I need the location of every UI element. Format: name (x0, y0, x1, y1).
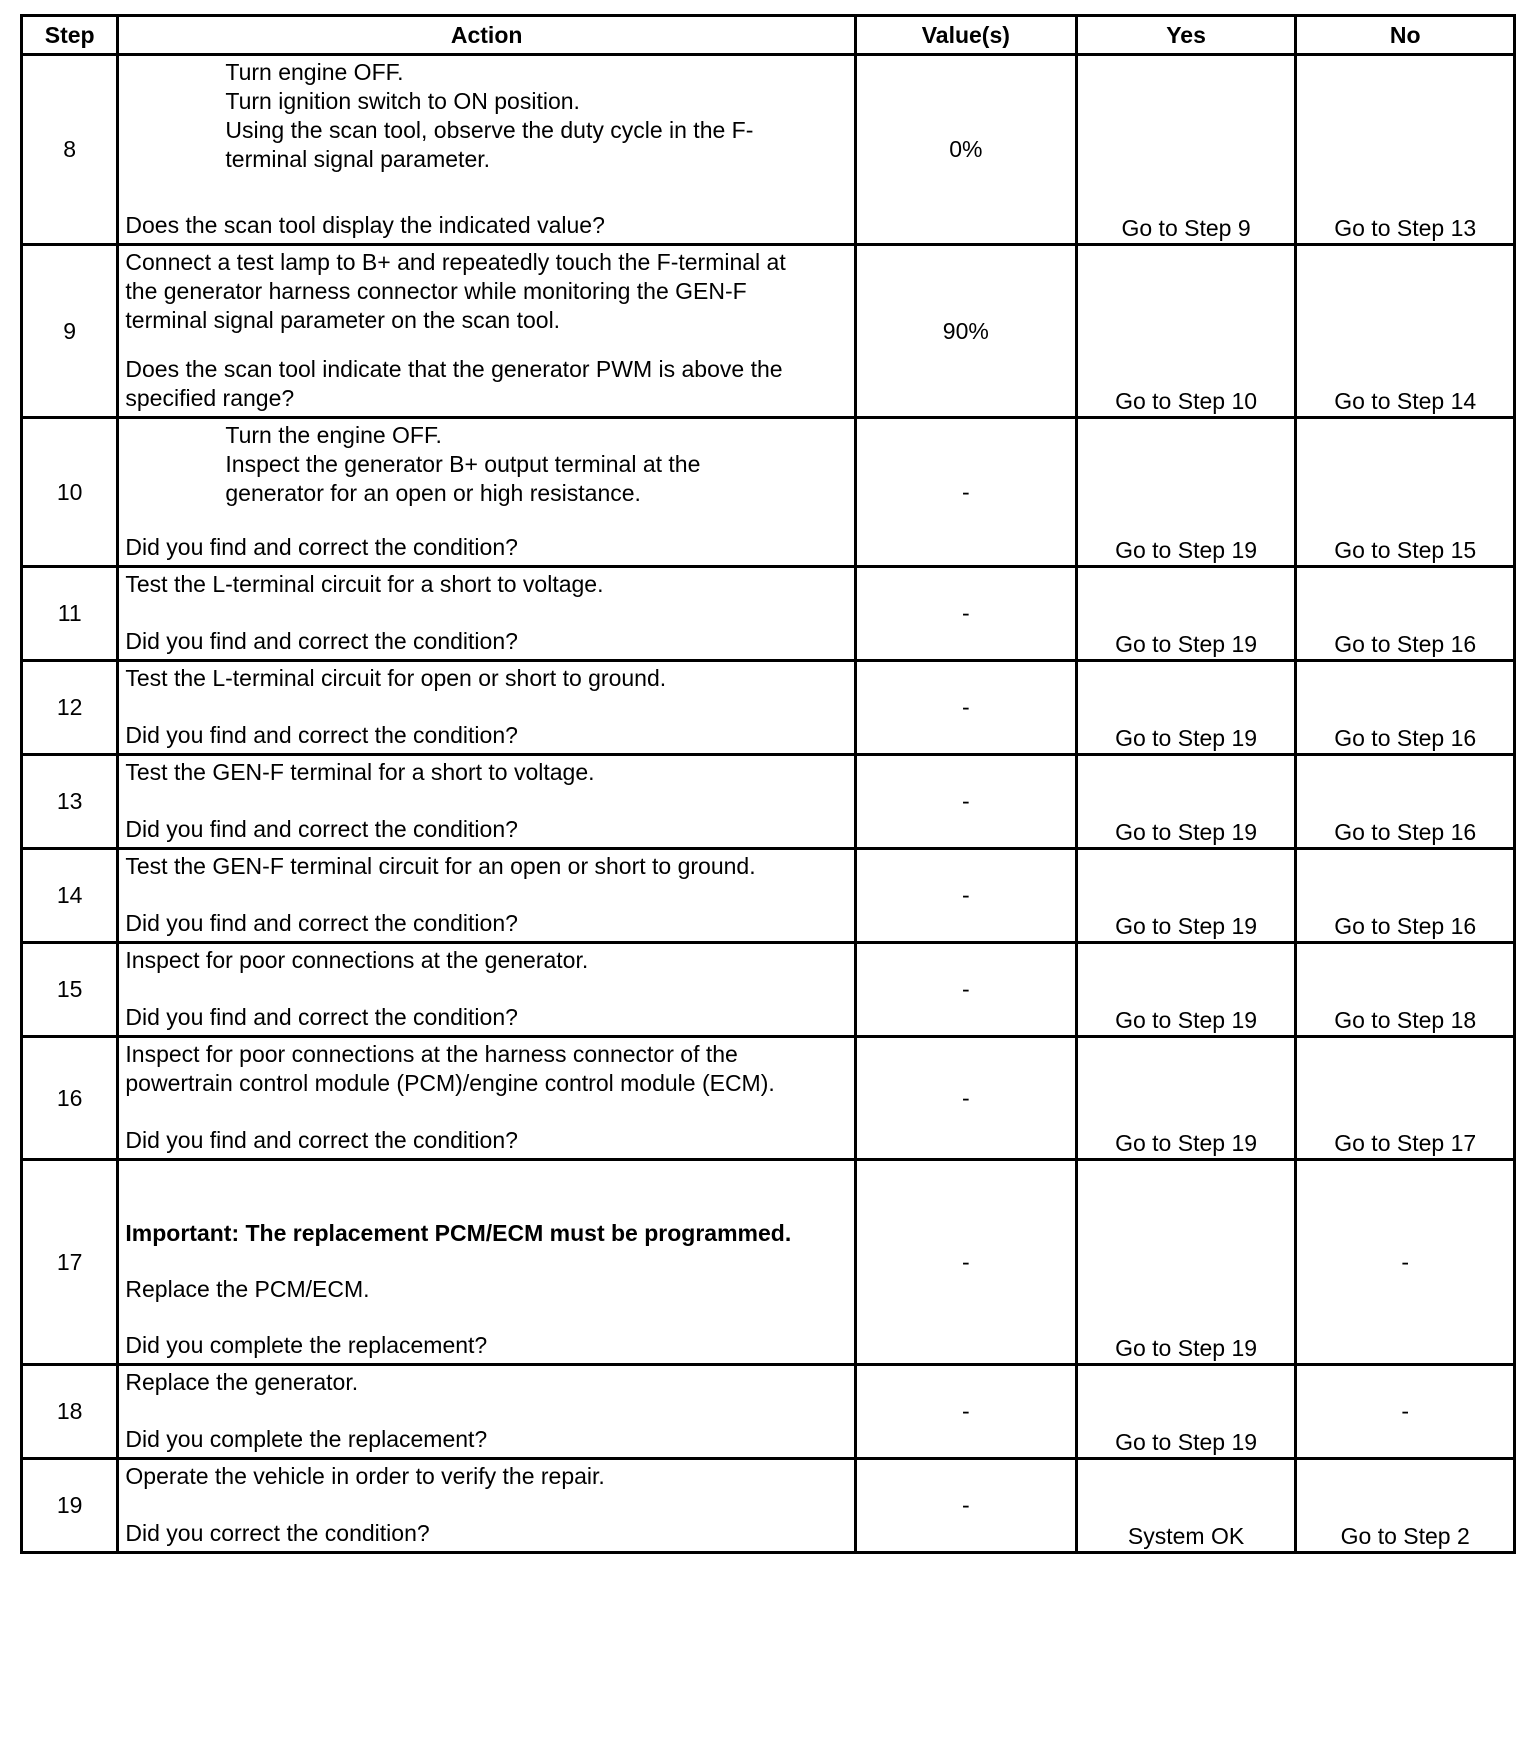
yes-cell: Go to Step 19 (1076, 1160, 1296, 1365)
instruction: Turn engine OFF. (225, 59, 404, 85)
instruction: Test the GEN-F terminal for a short to voltage. (125, 759, 595, 785)
header-action: Action (118, 16, 856, 55)
yes-cell: Go to Step 19 (1076, 661, 1296, 755)
question: Did you find and correct the condition? (125, 534, 518, 560)
question: Did you complete the replacement? (125, 1426, 488, 1452)
no-cell: Go to Step 14 (1296, 245, 1515, 418)
table-row (22, 1459, 1515, 1553)
value-cell: - (855, 1365, 1076, 1459)
no-cell: - (1296, 1160, 1515, 1365)
instruction: Replace the PCM/ECM. (125, 1276, 370, 1302)
instruction: Test the GEN-F terminal circuit for an open or short to ground. (125, 853, 756, 879)
no-cell: Go to Step 2 (1296, 1459, 1515, 1553)
action-cell (118, 849, 856, 943)
action-cell (118, 245, 856, 418)
step-number: 17 (22, 1160, 118, 1365)
value-cell: - (855, 1459, 1076, 1553)
step-number: 15 (22, 943, 118, 1037)
table-row (22, 1037, 1515, 1160)
step-number: 13 (22, 755, 118, 849)
step-number: 16 (22, 1037, 118, 1160)
instruction: Connect a test lamp to B+ and repeatedly touch the F-terminal at (125, 249, 786, 275)
yes-cell: System OK (1076, 1459, 1296, 1553)
question: Did you find and correct the condition? (125, 816, 518, 842)
instruction: terminal signal parameter. (225, 146, 491, 172)
question: Did you find and correct the condition? (125, 910, 518, 936)
instruction: Inspect for poor connections at the harness connector of the (125, 1041, 738, 1067)
no-cell: Go to Step 13 (1296, 55, 1515, 245)
instruction: Turn ignition switch to ON position. (225, 88, 580, 114)
question: Does the scan tool indicate that the generator PWM is above the (125, 356, 783, 382)
question: Did you find and correct the condition? (125, 722, 518, 748)
value-cell: - (855, 567, 1076, 661)
no-cell: Go to Step 15 (1296, 418, 1515, 567)
yes-cell: Go to Step 19 (1076, 418, 1296, 567)
action-cell (118, 1459, 856, 1553)
yes-cell: Go to Step 10 (1076, 245, 1296, 418)
question: Did you find and correct the condition? (125, 1127, 518, 1153)
action-cell (118, 1037, 856, 1160)
action-cell (118, 55, 856, 245)
table-row (22, 567, 1515, 661)
yes-cell: Go to Step 19 (1076, 1365, 1296, 1459)
value-cell: - (855, 1160, 1076, 1365)
step-number: 18 (22, 1365, 118, 1459)
table-row (22, 1365, 1515, 1459)
table-row (22, 661, 1515, 755)
yes-cell: Go to Step 19 (1076, 943, 1296, 1037)
table-row (22, 418, 1515, 567)
yes-cell: Go to Step 9 (1076, 55, 1296, 245)
important-note: Important: The replacement PCM/ECM must be programmed. (125, 1220, 792, 1246)
instruction: terminal signal parameter on the scan tool. (125, 307, 561, 333)
table-row (22, 849, 1515, 943)
table-row (22, 1160, 1515, 1365)
instruction: Test the L-terminal circuit for open or short to ground. (125, 665, 667, 691)
action-cell (118, 943, 856, 1037)
yes-cell: Go to Step 19 (1076, 849, 1296, 943)
header-row (22, 16, 1515, 55)
no-cell: Go to Step 18 (1296, 943, 1515, 1037)
instruction: Inspect the generator B+ output terminal at the (225, 451, 701, 477)
instruction: generator for an open or high resistance. (225, 480, 641, 506)
yes-cell: Go to Step 19 (1076, 1037, 1296, 1160)
no-cell: Go to Step 16 (1296, 567, 1515, 661)
instruction: Using the scan tool, observe the duty cycle in the F- (225, 117, 754, 143)
no-cell: - (1296, 1365, 1515, 1459)
table-row (22, 755, 1515, 849)
value-cell: - (855, 755, 1076, 849)
value-cell: 0% (855, 55, 1076, 245)
step-number: 12 (22, 661, 118, 755)
action-cell (118, 661, 856, 755)
no-cell: Go to Step 17 (1296, 1037, 1515, 1160)
step-number: 9 (22, 245, 118, 418)
action-cell (118, 418, 856, 567)
table-row (22, 245, 1515, 418)
no-cell: Go to Step 16 (1296, 849, 1515, 943)
value-cell: - (855, 943, 1076, 1037)
header-values: Value(s) (855, 16, 1076, 55)
question: Did you complete the replacement? (125, 1332, 488, 1358)
yes-cell: Go to Step 19 (1076, 567, 1296, 661)
step-number: 11 (22, 567, 118, 661)
value-cell: - (855, 849, 1076, 943)
header-no: No (1296, 16, 1515, 55)
action-cell (118, 1160, 856, 1365)
step-number: 19 (22, 1459, 118, 1553)
instruction: Turn the engine OFF. (225, 422, 442, 448)
step-number: 8 (22, 55, 118, 245)
value-cell: - (855, 661, 1076, 755)
value-cell: 90% (855, 245, 1076, 418)
table-row (22, 943, 1515, 1037)
instruction: Replace the generator. (125, 1369, 359, 1395)
question: specified range? (125, 385, 295, 411)
action-cell (118, 755, 856, 849)
no-cell: Go to Step 16 (1296, 755, 1515, 849)
diagnostic-table (20, 14, 1516, 1554)
value-cell: - (855, 1037, 1076, 1160)
instruction: Operate the vehicle in order to verify the repair. (125, 1463, 605, 1489)
header-step: Step (22, 16, 118, 55)
instruction: powertrain control module (PCM)/engine control module (ECM). (125, 1070, 775, 1096)
action-cell (118, 1365, 856, 1459)
question: Did you find and correct the condition? (125, 1004, 518, 1030)
table-row (22, 55, 1515, 245)
header-yes: Yes (1076, 16, 1296, 55)
step-number: 10 (22, 418, 118, 567)
instruction: Inspect for poor connections at the generator. (125, 947, 589, 973)
question: Did you find and correct the condition? (125, 628, 518, 654)
no-cell: Go to Step 16 (1296, 661, 1515, 755)
instruction: Test the L-terminal circuit for a short to voltage. (125, 571, 604, 597)
yes-cell: Go to Step 19 (1076, 755, 1296, 849)
value-cell: - (855, 418, 1076, 567)
question: Does the scan tool display the indicated value? (125, 212, 605, 238)
step-number: 14 (22, 849, 118, 943)
instruction: the generator harness connector while monitoring the GEN-F (125, 278, 747, 304)
action-cell (118, 567, 856, 661)
question: Did you correct the condition? (125, 1520, 430, 1546)
